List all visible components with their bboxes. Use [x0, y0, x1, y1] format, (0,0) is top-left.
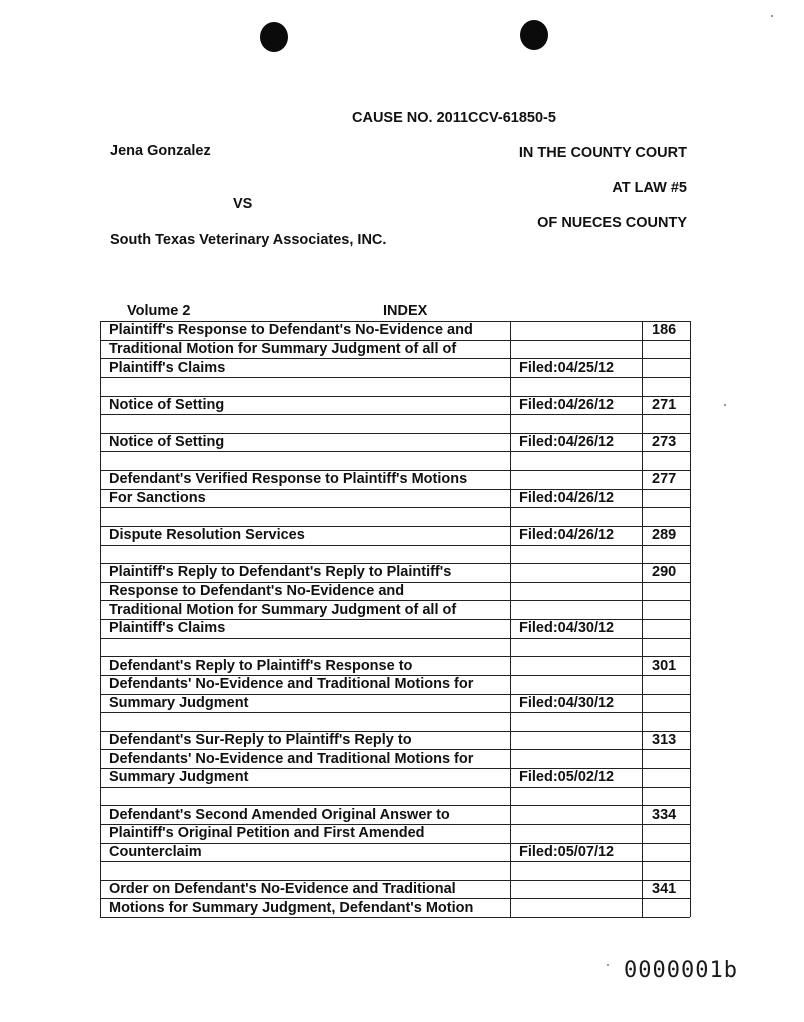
document-title-cell: Summary Judgment — [109, 694, 249, 711]
court-line-2: AT LAW #5 — [612, 180, 687, 196]
page-number-cell: 277 — [652, 471, 677, 488]
page-number-cell: 313 — [652, 732, 677, 749]
cause-number: CAUSE NO. 2011CCV-61850-5 — [352, 110, 556, 126]
table-row-rule — [100, 638, 690, 639]
page-number-cell: 341 — [652, 881, 677, 898]
filed-date-cell: Filed:04/30/12 — [519, 620, 615, 637]
filed-date-cell: Filed:04/30/12 — [519, 694, 615, 711]
scan-speck — [771, 15, 773, 17]
table-row-rule — [100, 507, 690, 508]
plaintiff-name: Jena Gonzalez — [110, 143, 211, 159]
page-number-cell: 301 — [652, 657, 677, 674]
punch-hole-right — [520, 20, 548, 50]
court-line-1: IN THE COUNTY COURT — [518, 145, 687, 161]
filed-date-cell: Filed:05/02/12 — [519, 769, 615, 786]
document-title-cell: Traditional Motion for Summary Judgment of all of — [109, 601, 457, 618]
document-title-cell: Defendant's Reply to Plaintiff's Response to — [109, 657, 413, 674]
scan-speck — [724, 404, 726, 406]
document-title-cell: Motions for Summary Judgment, Defendant's Motion — [109, 899, 474, 916]
document-title-cell: For Sanctions — [109, 489, 206, 506]
document-title-cell: Plaintiff's Reply to Defendant's Reply to Plaintiff's — [109, 564, 452, 581]
versus-label: VS — [233, 196, 253, 212]
document-title-cell: Defendant's Second Amended Original Answer to — [109, 806, 450, 823]
page-number-cell: 289 — [652, 527, 677, 544]
filed-date-cell: Filed:04/25/12 — [519, 359, 615, 376]
table-row-rule — [100, 545, 690, 546]
document-title-cell: Plaintiff's Original Petition and First Amended — [109, 825, 425, 842]
filed-date-cell: Filed:04/26/12 — [519, 489, 615, 506]
document-title-cell: Notice of Setting — [109, 434, 225, 451]
table-row-rule — [100, 377, 690, 378]
index-table — [100, 321, 690, 917]
document-title-cell: Traditional Motion for Summary Judgment of all of — [109, 340, 457, 357]
page-number-cell: 290 — [652, 564, 677, 581]
document-title-cell: Summary Judgment — [109, 769, 249, 786]
document-title-cell: Order on Defendant's No-Evidence and Traditional — [109, 881, 456, 898]
table-row-rule — [100, 861, 690, 862]
document-title-cell: Plaintiff's Claims — [109, 620, 226, 637]
punch-hole-left — [260, 22, 288, 52]
page-number-cell: 334 — [652, 806, 677, 823]
page-number-cell: 186 — [652, 322, 677, 339]
page-number-cell: 273 — [652, 434, 677, 451]
table-row-rule — [100, 414, 690, 415]
document-title-cell: Defendants' No-Evidence and Traditional Motions for — [109, 676, 474, 693]
document-title-cell: Defendant's Sur-Reply to Plaintiff's Reply to — [109, 732, 412, 749]
table-row-rule — [100, 917, 690, 918]
document-title-cell: Counterclaim — [109, 843, 202, 860]
document-title-cell: Dispute Resolution Services — [109, 527, 305, 544]
filed-date-cell: Filed:05/07/12 — [519, 843, 615, 860]
document-title-cell: Plaintiff's Claims — [109, 359, 226, 376]
filed-date-cell: Filed:04/26/12 — [519, 434, 615, 451]
volume-label: Volume 2 — [127, 303, 191, 319]
document-title-cell: Defendant's Verified Response to Plaintiff's Motions — [109, 471, 468, 488]
table-row-rule — [100, 451, 690, 452]
filed-date-cell: Filed:04/26/12 — [519, 396, 615, 413]
filed-date-cell: Filed:04/26/12 — [519, 527, 615, 544]
table-row-rule — [100, 712, 690, 713]
table-column-rule — [690, 321, 691, 917]
document-title-cell: Defendants' No-Evidence and Traditional Motions for — [109, 750, 474, 767]
document-title-cell: Response to Defendant's No-Evidence and — [109, 583, 405, 600]
scan-speck — [607, 964, 609, 966]
court-line-3: OF NUECES COUNTY — [537, 215, 687, 231]
document-title-cell: Plaintiff's Response to Defendant's No-Evidence and — [109, 322, 473, 339]
document-title-cell: Notice of Setting — [109, 396, 225, 413]
defendant-name: South Texas Veterinary Associates, INC. — [110, 232, 387, 248]
index-title: INDEX — [383, 303, 428, 319]
page-number-cell: 271 — [652, 396, 677, 413]
bates-stamp: 0000001b — [624, 958, 738, 983]
table-row-rule — [100, 787, 690, 788]
